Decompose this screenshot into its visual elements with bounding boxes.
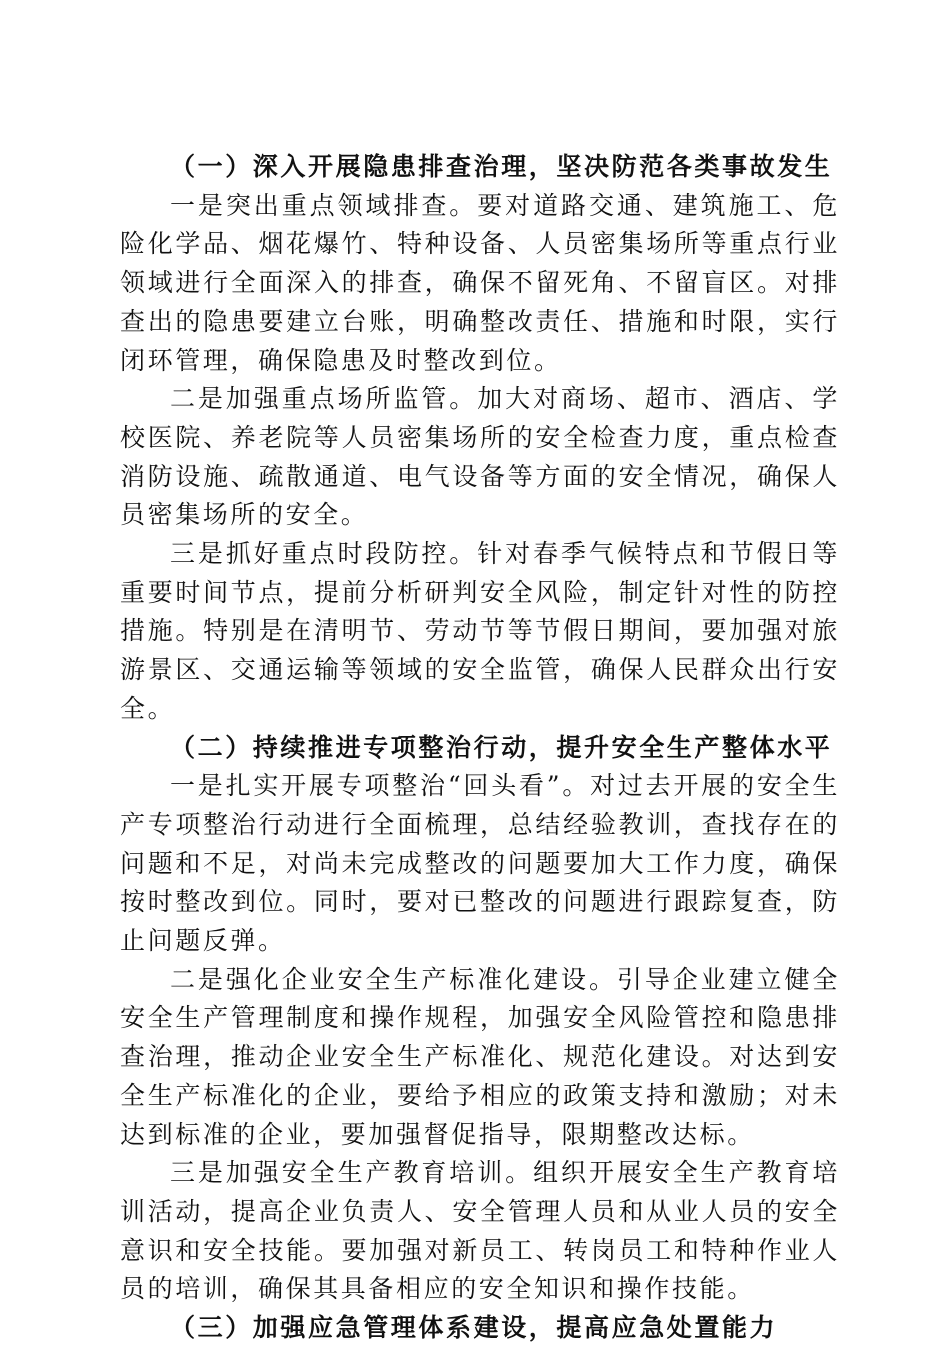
paragraph-2-2: 二是强化企业安全生产标准化建设。引导企业建立健全安全生产管理制度和操作规程，加强安全风险管控和隐患排查治理，推动企业安全生产标准化、规范化建设。对达到安全生产标准化的企业，要给予相应的政策支持和激励；对未达到标准的企业，要加强督促指导，限期整改达标。 xyxy=(120,964,840,1149)
section-heading-3: （三）加强应急管理体系建设，提高应急处置能力 xyxy=(170,1313,778,1343)
paragraph-2-1: 一是扎实开展专项整治“回头看”。对过去开展的安全生产专项整治行动进行全面梳理，总结经验教训，查找存在的问题和不足，对尚未完成整改的问题要加大工作力度，确保按时整改到位。同时，要对已整改的问题进行跟踪复查，防止问题反弹。 xyxy=(120,771,840,956)
paragraph-1-1: 一是突出重点领域排查。要对道路交通、建筑施工、危险化学品、烟花爆竹、特种设备、人员密集场所等重点行业领域进行全面深入的排查，确保不留死角、不留盲区。对排查出的隐患要建立台账，明确整改责任、措施和时限，实行闭环管理，确保隐患及时整改到位。 xyxy=(120,190,840,375)
document-page xyxy=(120,148,840,1348)
paragraph-2-3: 三是加强安全生产教育培训。组织开展安全生产教育培训活动，提高企业负责人、安全管理人员和从业人员的安全意识和安全技能。要加强对新员工、转岗员工和特种作业人员的培训，确保其具备相应的安全知识和操作技能。 xyxy=(120,1158,840,1304)
paragraph-1-3: 三是抓好重点时段防控。针对春季气候特点和节假日等重要时间节点，提前分析研判安全风险，制定针对性的防控措施。特别是在清明节、劳动节等节假日期间，要加强对旅游景区、交通运输等领域的安全监管，确保人民群众出行安全。 xyxy=(120,539,840,723)
section-heading-1: （一）深入开展隐患排查治理，坚决防范各类事故发生 xyxy=(170,152,833,181)
paragraph-1-2: 二是加强重点场所监管。加大对商场、超市、酒店、学校医院、养老院等人员密集场所的安全检查力度，重点检查消防设施、疏散通道、电气设备等方面的安全情况，确保人员密集场所的安全。 xyxy=(120,384,840,530)
section-heading-2: （二）持续推进专项整治行动，提升安全生产整体水平 xyxy=(170,732,833,762)
